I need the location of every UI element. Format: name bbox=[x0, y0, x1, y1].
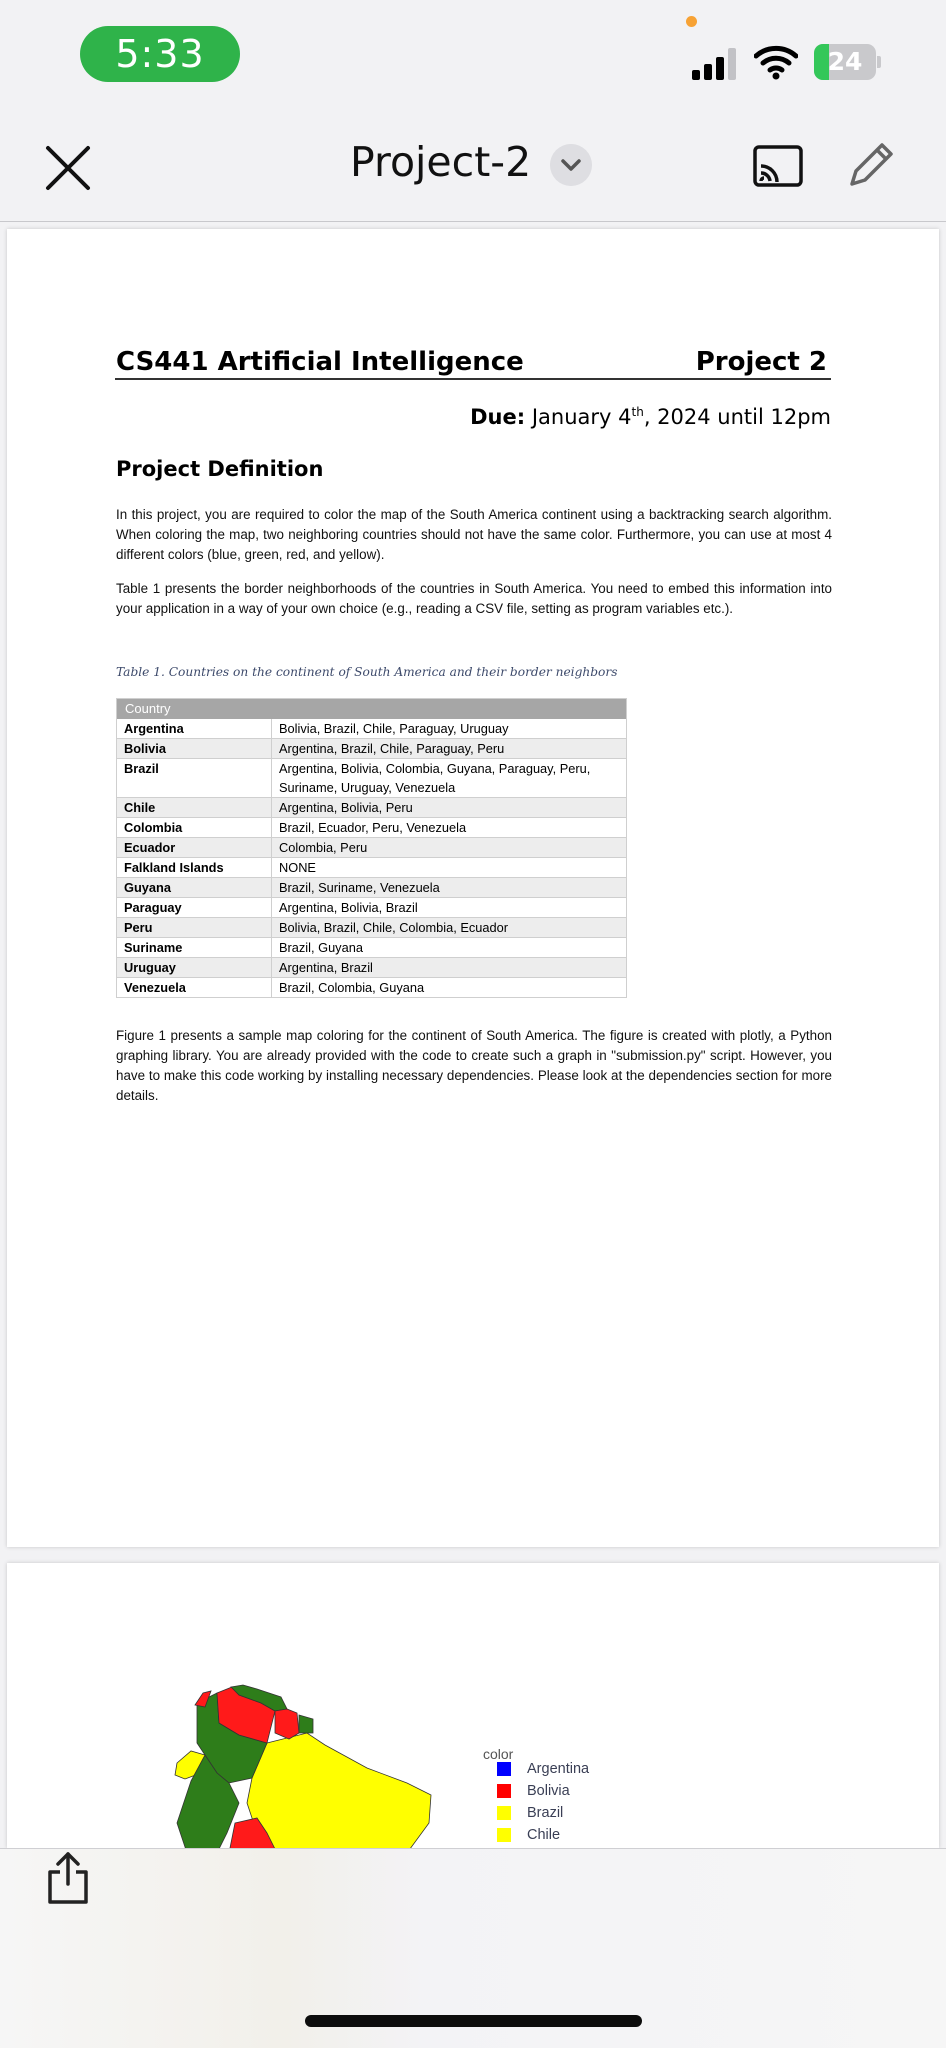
neighbors-cell: Argentina, Bolivia, Peru bbox=[272, 797, 627, 817]
wifi-icon bbox=[754, 44, 798, 80]
legend-title: color bbox=[483, 1746, 514, 1762]
due-date: Due: January 4th, 2024 until 12pm bbox=[470, 405, 831, 429]
document-page-2 bbox=[7, 1563, 939, 1848]
table-row bbox=[117, 957, 627, 977]
course-title: CS441 Artificial Intelligence bbox=[116, 347, 524, 377]
neighbors-cell: Argentina, Brazil, Chile, Paraguay, Peru bbox=[272, 738, 627, 758]
table-row bbox=[117, 719, 627, 739]
country-cell: Bolivia bbox=[117, 738, 272, 758]
section-title: Project Definition bbox=[116, 457, 324, 481]
header-divider bbox=[115, 378, 831, 380]
country-cell: Ecuador bbox=[117, 837, 272, 857]
legend-label: Brazil bbox=[527, 1805, 564, 1821]
table-row bbox=[117, 837, 627, 857]
country-cell: Paraguay bbox=[117, 897, 272, 917]
status-time: 5:33 bbox=[80, 26, 240, 82]
document-page-1 bbox=[7, 229, 939, 1547]
table-row bbox=[117, 977, 627, 997]
country-cell: Argentina bbox=[117, 719, 272, 739]
table-row bbox=[117, 758, 627, 797]
country-cell: Suriname bbox=[117, 937, 272, 957]
legend-item[interactable] bbox=[497, 1805, 563, 1821]
neighbors-cell: NONE bbox=[272, 857, 627, 877]
paragraph-intro: In this project, you are required to color the map of the South America continent using a backtracking search algorithm. When coloring the map, two neighboring countries should not have the same color. Furthermore, you can use at most 4 different colors (blue, green, red, and yellow). bbox=[116, 507, 832, 562]
legend-item[interactable] bbox=[497, 1783, 570, 1799]
table-row bbox=[117, 797, 627, 817]
neighbors-cell: Argentina, Bolivia, Colombia, Guyana, Paraguay, Peru, Suriname, Uruguay, Venezuela bbox=[272, 758, 627, 797]
legend-swatch bbox=[497, 1762, 511, 1776]
home-indicator[interactable] bbox=[305, 2015, 642, 2027]
project-label: Project 2 bbox=[695, 347, 827, 377]
legend-swatch bbox=[497, 1784, 511, 1798]
close-icon[interactable] bbox=[42, 142, 94, 194]
legend-swatch bbox=[497, 1806, 511, 1820]
document-nav-bar bbox=[0, 100, 946, 222]
country-cell: Brazil bbox=[117, 758, 272, 797]
legend-label: Argentina bbox=[527, 1761, 590, 1777]
legend-label: Bolivia bbox=[527, 1783, 570, 1799]
neighbors-cell: Colombia, Peru bbox=[272, 837, 627, 857]
neighbors-cell: Argentina, Bolivia, Brazil bbox=[272, 897, 627, 917]
country-cell: Peru bbox=[117, 917, 272, 937]
country-cell: Falkland Islands bbox=[117, 857, 272, 877]
legend-swatch bbox=[497, 1828, 511, 1842]
neighbors-cell: Brazil, Ecuador, Peru, Venezuela bbox=[272, 817, 627, 837]
table-caption: Table 1. Countries on the continent of South America and their border neighbors bbox=[116, 665, 618, 679]
paragraph-figure-intro: Figure 1 presents a sample map coloring for the continent of South America. The figure is created with plotly, a Python graphing library. You are already provided with the code to create such a graph in "submission.py" script. However, you have to make this code working by installing necessary dependencies. Please look at the dependencies section for more details. bbox=[116, 1028, 832, 1103]
table-row bbox=[117, 738, 627, 758]
neighbors-cell: Argentina, Brazil bbox=[272, 957, 627, 977]
border-neighbors-table bbox=[116, 698, 627, 998]
legend-label: Chile bbox=[527, 1827, 561, 1843]
country-cell: Venezuela bbox=[117, 977, 272, 997]
table-row bbox=[117, 817, 627, 837]
battery-level: 24 bbox=[827, 47, 863, 76]
table-row bbox=[117, 917, 627, 937]
document-title[interactable]: Project-2 bbox=[350, 138, 532, 186]
country-cell: Colombia bbox=[117, 817, 272, 837]
cellular-signal-icon bbox=[692, 48, 738, 80]
country-cell: Uruguay bbox=[117, 957, 272, 977]
country-cell: Chile bbox=[117, 797, 272, 817]
neighbors-cell: Brazil, Suriname, Venezuela bbox=[272, 877, 627, 897]
pencil-icon[interactable] bbox=[842, 138, 898, 194]
table-row bbox=[117, 937, 627, 957]
neighbors-cell: Bolivia, Brazil, Chile, Paraguay, Uruguay bbox=[272, 719, 627, 739]
table-header: Country bbox=[117, 699, 627, 719]
battery-icon bbox=[814, 44, 880, 80]
screen-cast-icon[interactable] bbox=[752, 144, 804, 190]
table-row bbox=[117, 897, 627, 917]
share-icon[interactable] bbox=[44, 1850, 92, 1906]
neighbors-cell: Brazil, Colombia, Guyana bbox=[272, 977, 627, 997]
neighbors-cell: Brazil, Guyana bbox=[272, 937, 627, 957]
south-america-map bbox=[157, 1683, 447, 1848]
table-row bbox=[117, 877, 627, 897]
chevron-down-icon[interactable] bbox=[550, 144, 592, 186]
neighbors-cell: Bolivia, Brazil, Chile, Colombia, Ecuador bbox=[272, 917, 627, 937]
legend-item[interactable] bbox=[497, 1827, 560, 1843]
country-cell: Guyana bbox=[117, 877, 272, 897]
legend-item[interactable] bbox=[497, 1761, 589, 1777]
paragraph-table-intro: Table 1 presents the border neighborhoods of the countries in South America. You need to embed this information into your application in a way of your own choice (e.g., reading a CSV file, setting as program variables etc.). bbox=[116, 581, 832, 616]
table-row bbox=[117, 857, 627, 877]
privacy-indicator-dot bbox=[686, 16, 697, 27]
